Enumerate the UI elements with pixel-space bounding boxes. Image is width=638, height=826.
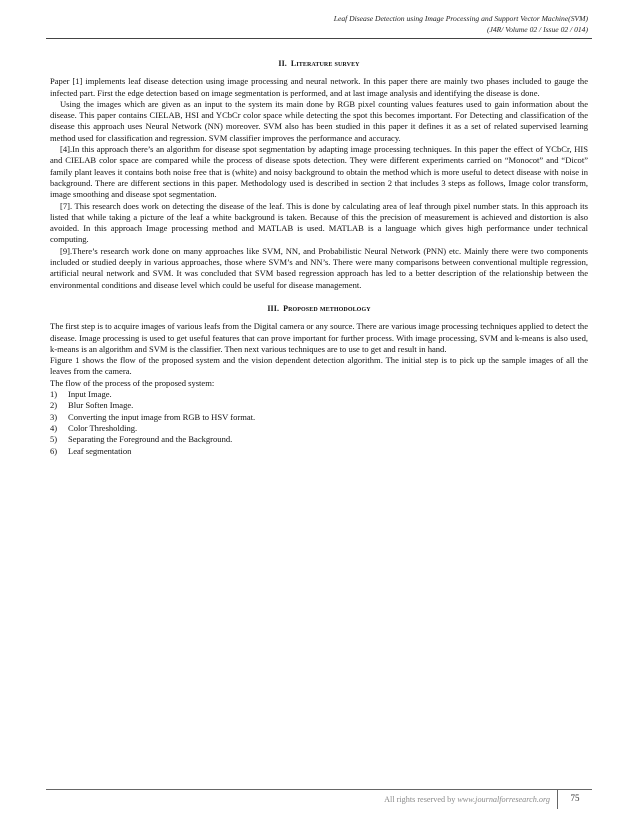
list-item-number: 6) — [50, 445, 58, 456]
running-header — [68, 14, 588, 35]
list-item-text: Color Thresholding. — [68, 422, 138, 433]
page-number: 75 — [557, 790, 592, 809]
running-header-volume: (J4R/ Volume 02 / Issue 02 / 014) — [486, 24, 588, 34]
paragraph: The flow of the process of the proposed system: — [50, 377, 215, 388]
process-steps-list — [50, 389, 588, 457]
list-item — [50, 389, 588, 400]
list-item — [50, 423, 588, 434]
list-item-text: Leaf segmentation — [68, 445, 132, 456]
footer-rights-label: All rights reserved by — [384, 795, 458, 804]
paragraph: Paper [1] implements leaf disease detection using image processing and neural network. In this paper there are mainly two phases included to gauge the infected part. First the edge detection based on image segmentation is performed, and at last image analysis and identifying the disease is done. — [50, 76, 588, 98]
section-number: III. — [267, 303, 280, 313]
list-item-number: 5) — [50, 434, 58, 445]
paragraph: [9].There’s research work done on many approaches like SVM, NN, and Probabilistic Neural Network (PNN) etc. Mainly there were two components included or studied deeply in various approaches, those where SVM’s and NN’s. There were many comparisons between conventional multiple regression, artificial neural network and SVM. It was concluded that SVM based regression approach has led to a better description of the relationship between the environmental conditions and disease level which could be useful for disease management. — [50, 245, 588, 290]
list-item-number: 4) — [50, 422, 58, 433]
section-heading-literature-survey — [50, 58, 588, 69]
section-number: II. — [278, 59, 287, 68]
section-heading-proposed-methodology — [50, 303, 588, 314]
paragraph: [7]. This research does work on detecting the disease of the leaf. This is done by calculating area of leaf through pixel number stats. In this approach its listed that while taking a picture of the leaf a white background is taken. Because of this the precision of measurement is achieved and distortion is also avoided. In this approach Image processing method and MATLAB is used. MATLAB is a language which gives high performance under technical computing. — [50, 200, 588, 245]
header-rule — [46, 38, 592, 39]
list-item — [50, 400, 588, 411]
footer-rights — [384, 795, 550, 804]
list-item — [50, 434, 588, 445]
paragraph: The first step is to acquire images of various leafs from the Digital camera or any source. There are various image processing techniques applied to detect the disease. Image processing is used to get useful features that can prove important for further process. With image processing, SVM and k-means is also used, k-means is an algorithm and SVM is the classifier. Then next various techniques are to use to get and result in hand. — [50, 321, 588, 354]
running-header-title: Leaf Disease Detection using Image Processing and Support Vector Machine(SVM) — [333, 14, 588, 23]
list-item-text: Converting the input image from RGB to HSV format. — [68, 411, 256, 422]
list-item-number: 3) — [50, 411, 58, 422]
list-item-text: Separating the Foreground and the Background. — [68, 434, 233, 445]
footer-rule — [46, 789, 592, 790]
list-item-number: 1) — [50, 389, 58, 400]
paragraph: [4].In this approach there’s an algorithm for disease spot segmentation by adapting image processing techniques. In this paper the effect of YCbCr, HIS and CIELAB color space are compared while the process of disease spots detection. They were different experiments carried on “Monocot” and “Dicot” family plant leaves it contains both noise free that is (white) and noisy background to obtain the method which is more useful to detect disease with noise in background. There are different sections in this paper. Methodology used is described in section 2 that includes 3 steps as follows, Image color transform, image smoothing and disease spot segmentation. — [50, 144, 588, 200]
list-item — [50, 412, 588, 423]
paragraph: Figure 1 shows the flow of the proposed system and the vision dependent detection algorithm. The initial step is to pick up the sample images of all the leaves from the camera. — [50, 355, 588, 377]
list-item-number: 2) — [50, 400, 58, 411]
section-title: Proposed methodology — [283, 303, 371, 313]
footer-site-link[interactable]: www.journalforresearch.org — [457, 795, 550, 804]
paragraph: Using the images which are given as an input to the system its main done by RGB pixel counting values features used to gain information about the disease. This paper contains CIELAB, HSI and YCbCr color space while detecting the spot this becomes important. For Detecting and classification of the disease this approach uses Neural Network (NN) moreover. SVM also has been studied in this paper it defines it as a set of related supervised learning method used for classification and regression. SVM classifier improves the performance and accuracy. — [50, 98, 588, 143]
list-item — [50, 446, 588, 457]
section-spacer — [50, 291, 588, 299]
list-item-text: Blur Soften Image. — [68, 400, 134, 411]
article-body — [50, 54, 588, 457]
section-title: Literature survey — [290, 59, 360, 68]
list-item-text: Input Image. — [68, 389, 112, 400]
